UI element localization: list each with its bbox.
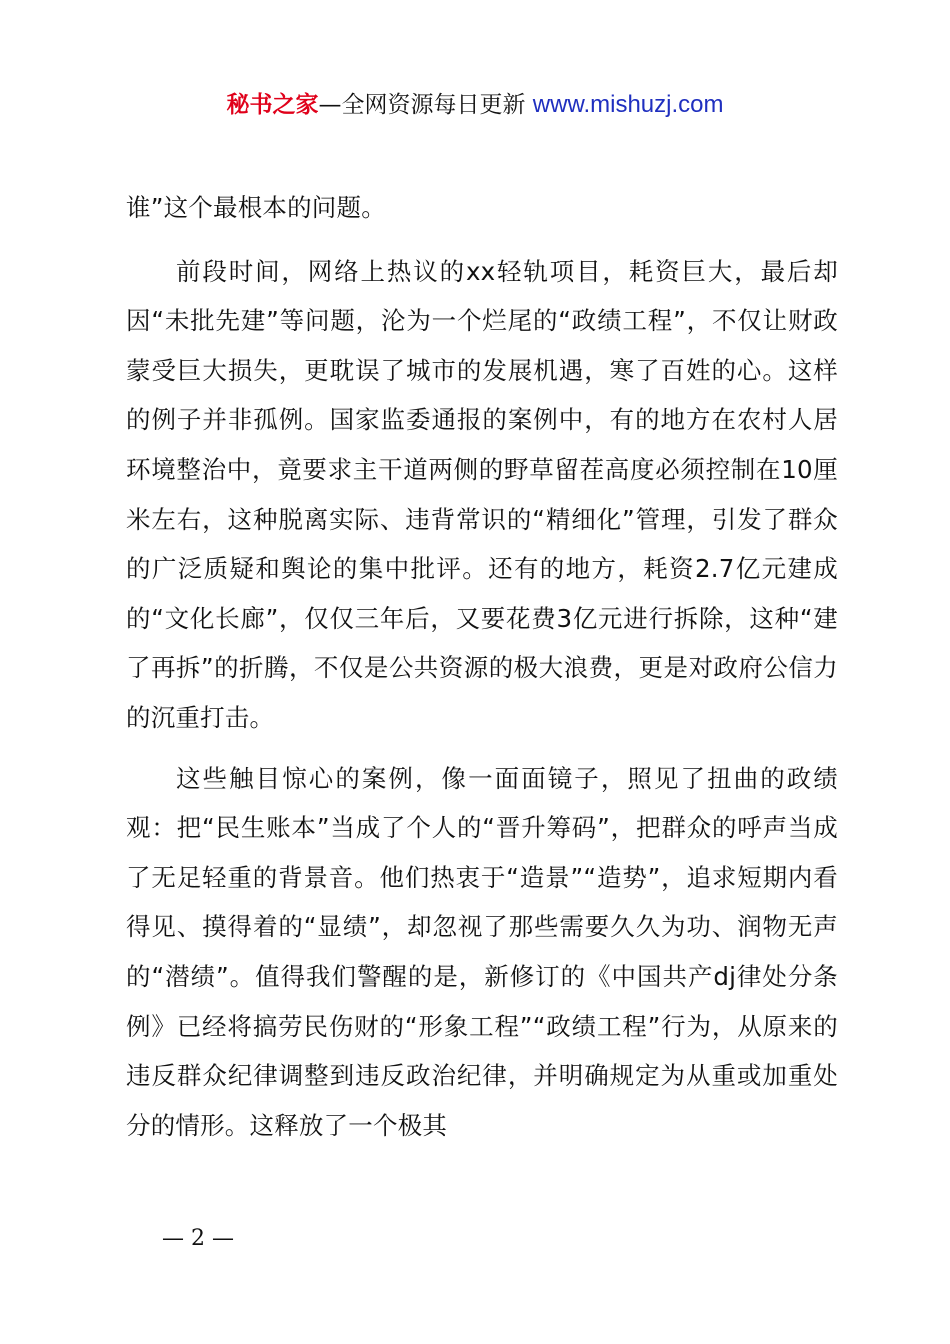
paragraph-continuation: 谁”这个最根本的问题。 — [126, 193, 386, 222]
document-body — [126, 183, 838, 1150]
paragraph-cases: 前段时间，网络上热议的xx轻轨项目，耗资巨大，最后却因“未批先建”等问题，沦为一个烂尾的“政绩工程”，不仅让财政蒙受巨大损失，更耽误了城市的发展机遇，寒了百姓的心。这样的例子并非孤例。国家监委通报的案例中，有的地方在农村人居环境整治中，竟要求主干道两侧的野草留茬高度必须控制在10厘米左右，这种脱离实际、违背常识的“精细化”管理，引发了群众的广泛质疑和舆论的集中批评。还有的地方，耗资2.7亿元建成的“文化长廊”，仅仅三年后，又要花费3亿元进行拆除，这种“建了再拆”的折腾，不仅是公共资源的极大浪费，更是对政府公信力的沉重打击。 — [126, 256, 838, 732]
brand-name: 秘书之家 — [226, 92, 319, 118]
page-number: — 2 — — [162, 1226, 234, 1251]
site-url-link[interactable]: www.mishuzj.com — [532, 91, 724, 118]
site-header — [0, 88, 950, 122]
header-tagline: —全网资源每日更新 — [318, 92, 533, 118]
paragraph-reflection: 这些触目惊心的案例，像一面面镜子，照见了扭曲的政绩观：把“民生账本”当成了个人的“晋升筹码”，把群众的呼声当成了无足轻重的背景音。他们热衷于“造景”“造势”，追求短期内看得见、摸得着的“显绩”，却忽视了那些需要久久为功、润物无声的“潜绩”。值得我们警醒的是，新修订的《中国共产dj律处分条例》已经将搞劳民伤财的“形象工程”“政绩工程”行为，从原来的违反群众纪律调整到违反政治纪律，并明确规定为从重或加重处分的情形。这释放了一个极其 — [126, 763, 838, 1140]
